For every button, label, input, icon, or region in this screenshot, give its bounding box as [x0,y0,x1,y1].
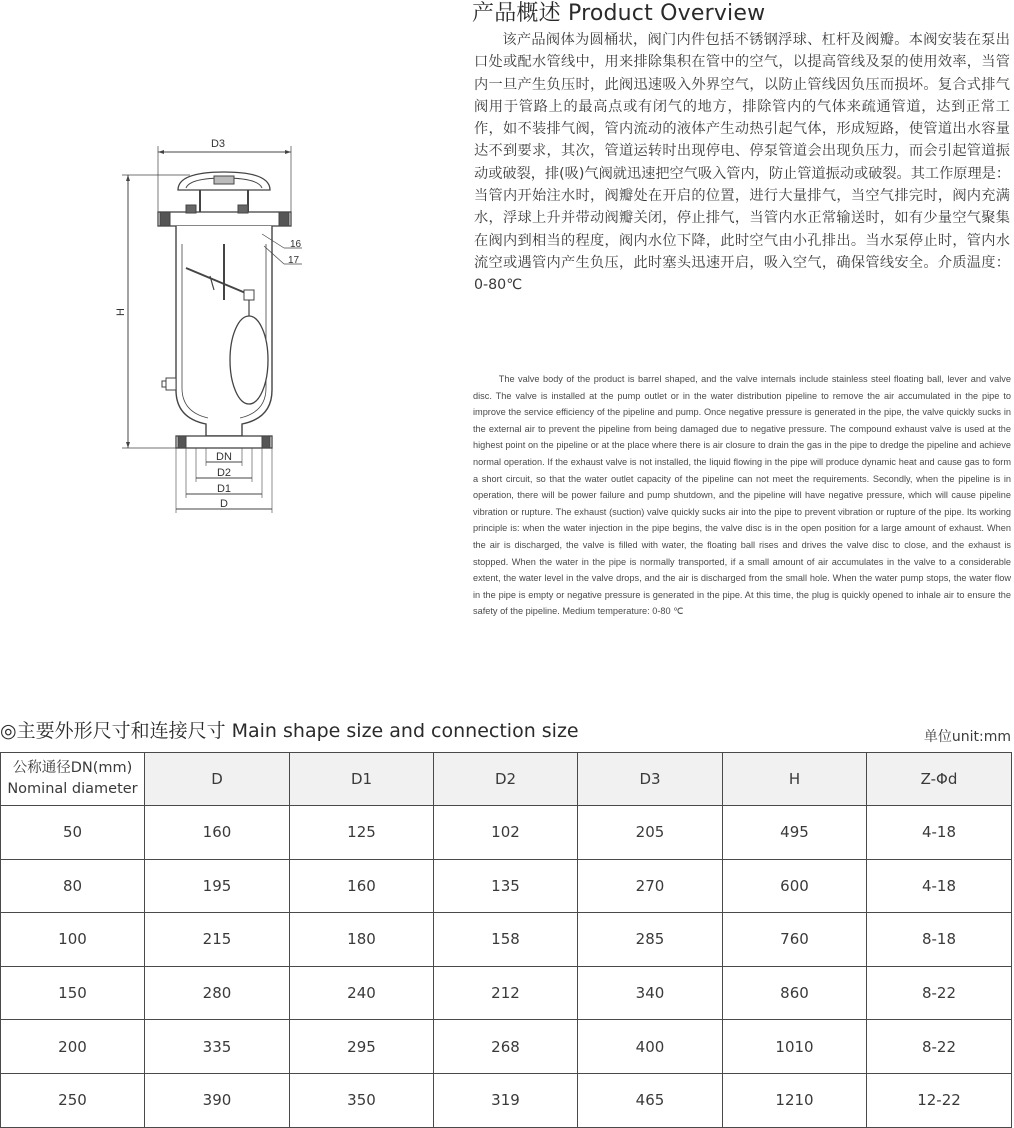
side-plug-head [162,381,166,387]
float-ball [230,316,268,404]
table-cell: 465 [578,1073,723,1127]
table-cell: 215 [145,913,290,967]
table-cell: 390 [145,1073,290,1127]
table-cell: 200 [1,1020,145,1074]
table-cell: 8-22 [867,1020,1012,1074]
table-cell: 270 [578,859,723,913]
table-cell: 285 [578,913,723,967]
table-cell: 495 [723,806,867,860]
part-number-16: 16 [290,239,302,250]
table-row [1,1073,1012,1127]
table-row [1,806,1012,860]
table-cell: 860 [723,966,867,1020]
d3-arrow-left [158,150,164,154]
lever-pivot [244,290,254,300]
table-cell: 205 [578,806,723,860]
bottom-bolt-right [262,436,270,448]
table-cell: 212 [434,966,578,1020]
table-cell: 158 [434,913,578,967]
table-cell: 12-22 [867,1073,1012,1127]
flange-bolt-right [279,212,289,226]
h-arrow-top [126,175,130,181]
table-header-row [1,753,1012,806]
table-row [1,859,1012,913]
table-cell: 319 [434,1073,578,1127]
table-cell: 180 [290,913,434,967]
table-cell: 150 [1,966,145,1020]
table-cell: 160 [290,859,434,913]
header-h: H [723,753,867,806]
header-d1: D1 [290,753,434,806]
table-cell: 195 [145,859,290,913]
table-row [1,913,1012,967]
header-nominal-diameter [1,753,145,806]
bottom-bolt-left [178,436,186,448]
dimensions-table [0,752,1012,1128]
d2-label: D2 [216,467,232,479]
top-flange [158,212,291,226]
table-cell: 8-22 [867,966,1012,1020]
table-row [1,1020,1012,1074]
table-cell: 8-18 [867,913,1012,967]
unit-label: 单位unit:mm [923,729,1011,745]
table-cell: 135 [434,859,578,913]
header-d2: D2 [434,753,578,806]
cap-nut [214,176,234,184]
table-cell: 240 [290,966,434,1020]
d3-arrow-right [285,150,291,154]
table-cell: 102 [434,806,578,860]
flange-bolt-left [160,212,170,226]
table-cell: 160 [145,806,290,860]
table-cell: 335 [145,1020,290,1074]
header-d: D [145,753,290,806]
overview-text-chinese: 该产品阀体为圆桶状，阀门内件包括不锈钢浮球、杠杆及阀瓣。本阀安装在泵出口处或配水管线中，用来排除集积在管中的空气，以提高管线及泵的使用效率，当管内一旦产生负压时，此阀迅速吸入外界空气，以防止管线因负压而损坏。复合式排气阀用于管路上的最高点或有闭气的地方，排除管内的气体来疏通管道，达到正常工作，如不装排气阀，管内流动的液体产生动热引起气体，形成短路，使管道出水容量达不到要求，其次，管道运转时出现停电、停泵管道会出现负压力，而会引起管道振动或破裂，排(吸)气阀就迅速把空气吸入管内，防止管道振动或破裂。其工作原理是：当管内开始注水时，阀瓣处在开启的位置，进行大量排气，当空气排完时，阀内充满水，浮球上升并带动阀瓣关闭，停止排气，当管内水正常输送时，如有少量空气聚集在阀内到相当的程度，阀内水位下降，此时空气由小孔排出。当水泵停止时，管内水流空或遇管内产生负压，此时塞头迅速开启，吸入空气，确保管线安全。介质温度：0-80℃ [474,32,1011,294]
side-plug [166,378,176,390]
header-nominal-diameter-cn: 公称通径DN(mm) [12,760,133,776]
table-cell: 125 [290,806,434,860]
table-cell: 268 [434,1020,578,1074]
table-cell: 80 [1,859,145,913]
table-cell: 50 [1,806,145,860]
table-cell: 1210 [723,1073,867,1127]
header-z-phi-d: Z-Φd [867,753,1012,806]
table-cell: 100 [1,913,145,967]
table-cell: 400 [578,1020,723,1074]
h-arrow-bottom [126,442,130,448]
header-nominal-diameter-en: Nominal diameter [7,781,138,797]
table-cell: 340 [578,966,723,1020]
table-cell: 350 [290,1073,434,1127]
dn-label: DN [216,451,232,463]
table-cell: 4-18 [867,859,1012,913]
table-cell: 1010 [723,1020,867,1074]
flange-nut-right [238,205,248,213]
table-cell: 4-18 [867,806,1012,860]
table-cell: 250 [1,1073,145,1127]
overview-text-english: The valve body of the product is barrel shaped, and the valve internals include stainless steel floating ball, lever and valve disc. The valve is installed at the pump outlet or in the water distribution pipeline to remove the air accumulated in the pipe to improve the service efficiency of the pipeline and pump. Once negative pressure is generated in the pipe, the valve quickly sucks in the external air to prevent the pipeline from being damaged due to negative pressure. The compound exhaust valve is used at the highest point on the pipeline or at the place where there is air closure to drain the gas in the pipe to dredge the pipeline and achieve normal operation. If the exhaust valve is not installed, the liquid flowing in the pipe will produce dynamic heat and cause gas to form a short circuit, so that the water outlet capacity of the pipeline can not meet the requirements. Secondly, when the pipeline is in operation, there will be power failure and pump shutdown, and the pipeline will have negative pressure, which will cause pipeline vibration or rupture. The exhaust (suction) valve quickly sucks air into the pipe to prevent vibration or rupture of the pipe. Its working principle is: when the water injection in the pipe begins, the valve disc is in the open position for a large amount of exhaust. When the air is discharged, the valve is filled with water, the floating ball rises and drives the valve disc to close, and the exhaust is stopped. When the water in the pipe is normally transported, if a small amount of air accumulates in the valve to a considerable extent, the water level in the valve drops, and the air is discharged from the small hole. When the water pump stops, the water flow in the pipe is empty or negative pressure is generated in the pipe. At this time, the plug is quickly opened to inhale air to ensure the safety of the pipeline. Medium temperature: 0-80 ℃ [473,374,1011,617]
d3-label: D3 [210,138,226,150]
h-label: H [115,308,127,316]
overview-title: 产品概述 Product Overview [472,1,766,26]
d1-label: D1 [216,483,232,495]
table-row [1,966,1012,1020]
dimensions-section-title: ◎主要外形尺寸和连接尺寸 Main shape size and connection size [0,720,579,742]
table-cell: 760 [723,913,867,967]
table-cell: 295 [290,1020,434,1074]
part-number-17: 17 [288,255,300,266]
bottom-flange [176,436,272,448]
valve-technical-drawing [110,135,320,515]
header-d3: D3 [578,753,723,806]
table-cell: 280 [145,966,290,1020]
table-cell: 600 [723,859,867,913]
d-label: D [220,498,228,510]
flange-nut-left [186,205,196,213]
